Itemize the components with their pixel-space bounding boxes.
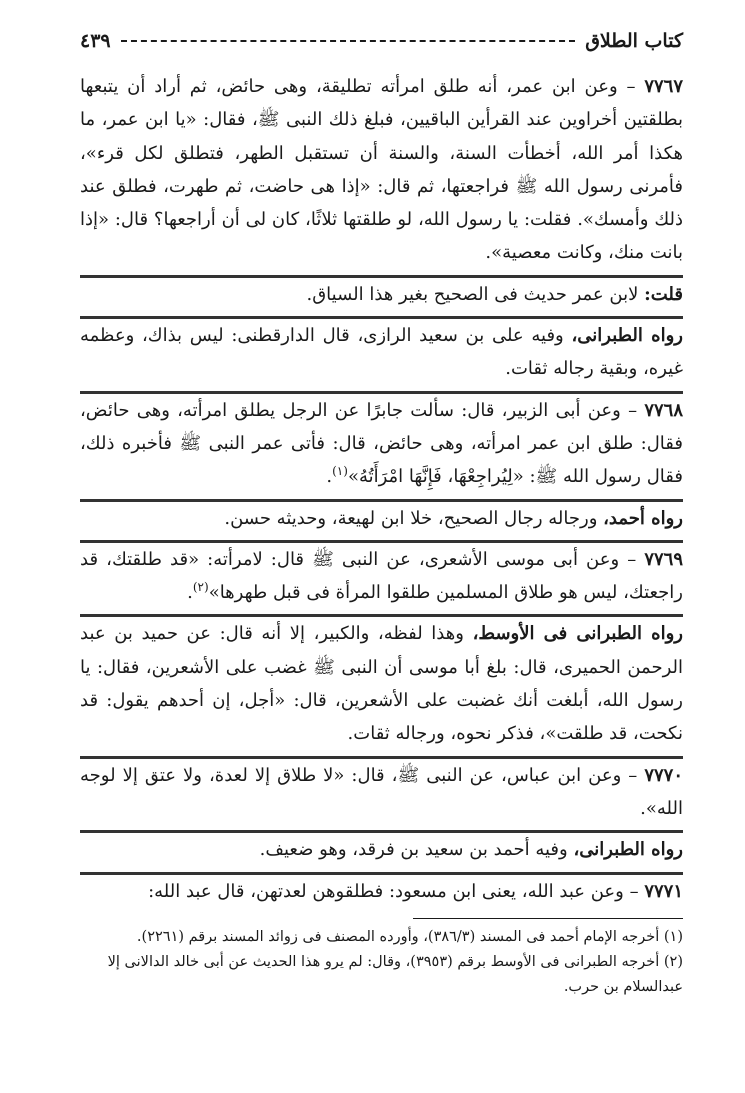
hadith-number: ٧٧٦٧ xyxy=(644,76,683,97)
narration-7768 xyxy=(80,502,683,535)
narration-label: رواه الطبرانى، xyxy=(571,325,683,347)
narration-text: وهذا لفظه، والكبير، إلا أنه قال: عن حميد بن عبد الرحمن الحميرى، قال: بلغ أبا موسى أن النبى ﷺ غضب على الأشعرين، فقال: يا رسول الله، أبلغت أنك غضبت على الأشعرين، قال: «أجل، إن أحدهم يقول: قد نكحت، قد طلقت»، فذكر نحوه، ورجاله ثقات. xyxy=(80,623,683,745)
hadith-7768: ٧٧٦٨ – وعن أبى الزبير، قال: سألت جابرًا عن الرجل يطلق امرأته، وهى حائض، فقال: طلق ابن عمر امرأته، وهى حائض، قال: فأتى عمر النبى ﷺ فأخبره ذلك، فقال رسول الله ﷺ: «لِيُراجِعْهَا، فَإِنَّهَا امْرَأَتُهُ»$^{(١)}$. xyxy=(80,399,683,488)
hadith-number: ٧٧٦٩ xyxy=(644,548,683,570)
narration-text: وفيه أحمد بن سعيد بن فرقد، وهو ضعيف. xyxy=(259,839,568,861)
hadith-text: – وعن أبى موسى الأشعرى، عن النبى ﷺ قال: لامرأته: «قد طلقتك، قد راجعتك، ليس هو طلاق المسلمين طلقوا المرأة فى قبل طهرها» xyxy=(80,548,683,604)
footnote-separator xyxy=(413,918,683,919)
running-title: كتاب الطلاق xyxy=(585,30,683,52)
hadith-text: – وعن ابن عباس، عن النبى ﷺ، قال: «لا طلاق إلا لعدة، ولا عتق إلا لوجه الله». xyxy=(80,764,683,819)
page-number: ٤٣٩ xyxy=(80,30,111,52)
hadith-7771 xyxy=(80,875,683,908)
footnote-1: (١) أخرجه الإمام أحمد فى المسند (٣٨٦/٣)، وأورده المصنف فى زوائد المسند برقم (٢٢٦١). xyxy=(136,928,683,945)
commentary-text: لابن عمر حديث فى الصحيح بغير هذا السياق. xyxy=(306,283,639,305)
hadith-text: – وعن ابن عمر، أنه طلق امرأته تطليقة، وهى حائض، ثم أراد أن يتبعها بطلقتين أخراوين عند القرأين الباقيين، فبلغ ذلك النبى ﷺ، فقال: «يا ابن عمر، ما هكذا أمر الله، أخطأت السنة، والسنة أن تستقبل الطهر، فتطلق لكل قرء»، فأمرنى رسول الله ﷺ فراجعتها، ثم قال: «إذا هى حاضت، ثم طهرت، فطلق عند ذلك وأمسك». فقلت: يا رسول الله، لو طلقتها ثلاثًا، كان لى أن أراجعها؟ قال: «إذا بانت منك، وكانت معصية». xyxy=(80,76,683,264)
footnote-ref: (٢) xyxy=(192,580,209,595)
hadith-number: ٧٧٧١ xyxy=(644,880,683,902)
hadith-text: – وعن عبد الله، يعنى ابن مسعود: فطلقوهن لعدتهن، قال عبد الله: xyxy=(148,880,639,902)
hadith-number: ٧٧٧٠ xyxy=(644,764,683,786)
page-body xyxy=(80,70,683,908)
footnote-2: (٢) أخرجه الطبرانى فى الأوسط برقم (٣٩٥٣)، وقال: لم يرو هذا الحديث عن أبى خالد الدالانى إلا عبدالسلام بن حرب. xyxy=(107,953,683,995)
hadith-text: – وعن أبى الزبير، قال: سألت جابرًا عن الرجل يطلق امرأته، وهى حائض، فقال: طلق ابن عمر امرأته، وهى حائض، قال: فأتى عمر النبى ﷺ فأخبره ذلك، فقال رسول الله ﷺ: «لِيُراجِعْهَا، فَإِنَّهَا امْرَأَتُهُ» xyxy=(80,399,683,488)
narration-label: رواه الطبرانى فى الأوسط، xyxy=(472,623,683,645)
hadith-7770 xyxy=(80,759,683,826)
hadith-7769: ٧٧٦٩ – وعن أبى موسى الأشعرى، عن النبى ﷺ قال: لامرأته: «قد طلقتك، قد راجعتك، ليس هو طلاق المسلمين طلقوا المرأة فى قبل طهرها»$^{(٢)}$. xyxy=(80,548,683,604)
page-header xyxy=(80,30,683,70)
commentary-label: قلت: xyxy=(644,283,683,305)
hadith-number: ٧٧٦٨ xyxy=(644,399,683,421)
footnote-ref: (١) xyxy=(332,464,348,479)
narration-7767 xyxy=(80,319,683,386)
narration-7770 xyxy=(80,833,683,866)
narration-label: رواه أحمد، xyxy=(603,507,683,529)
narration-text: ورجاله رجال الصحيح، خلا ابن لهيعة، وحديثه حسن. xyxy=(224,507,598,529)
narration-text: وفيه على بن سعيد الرازى، قال الدارقطنى: ليس بذاك، وعظمه غيره، وبقية رجاله ثقات. xyxy=(80,325,683,380)
header-dashed-rule xyxy=(121,40,576,42)
narration-7769 xyxy=(80,617,683,750)
footnotes xyxy=(80,925,683,1000)
hadith-7767 xyxy=(80,70,683,270)
narration-label: رواه الطبرانى، xyxy=(573,839,683,861)
commentary-7767 xyxy=(80,278,683,311)
